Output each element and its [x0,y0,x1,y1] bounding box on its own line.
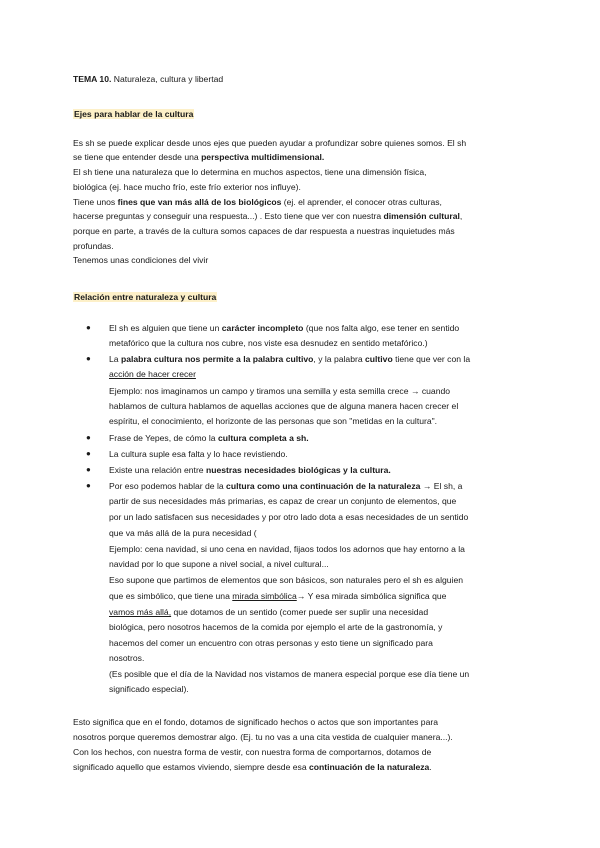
list-item-line: partir de sus necesidades más primarias, es capaz de crear un conjunto de elementos, que [109,496,457,506]
section-heading-relacion: Relación entre naturaleza y cultura [74,292,217,302]
section-heading-ejes: Ejes para hablar de la cultura [74,109,194,119]
list-item: El sh es alguien que tiene un carácter incompleto (que nos falta algo, ese tener en sentido [109,323,460,333]
list-item-line: vamos más allá, que dotamos de un sentido (comer puede ser suplir una necesidad [109,607,429,617]
paragraph-line: nosotros porque queremos demostrar algo. (Ej. tu no vas a una cita vestida de cualquier manera...). [73,732,453,742]
bullet-icon: ● [86,465,91,474]
list-item-line: Ejemplo: nos imaginamos un campo y tiramos una semilla y esta semilla crece → cuando [109,386,451,396]
list-item: Por eso podemos hablar de la cultura como una continuación de la naturaleza → El sh, a [109,481,463,491]
paragraph-line: profundas. [73,241,114,251]
list-item-line: que es simbólico, que tiene una mirada simbólica→ Y esa mirada simbólica significa que [109,591,447,601]
bullet-icon: ● [86,433,91,442]
paragraph-line: biológica (ej. hace mucho frío, este frío exterior nos influye). [73,182,301,192]
list-item: La palabra cultura nos permite a la palabra cultivo, y la palabra cultivo tiene que ver con la [109,354,471,364]
list-item-line: biológica, pero nosotros hacemos de la comida por ejemplo el arte de la gastronomía, y [109,622,443,632]
list-item-line: navidad por lo que supone a nivel social, a nivel cultural... [109,559,329,569]
bullet-icon: ● [86,449,91,458]
bullet-icon: ● [86,354,91,363]
paragraph-line: El sh tiene una naturaleza que lo determina en muchos aspectos, tiene una dimensión física, [73,167,427,177]
paragraph-line: porque en parte, a través de la cultura somos capaces de dar respuesta a nuestras inquietudes más [73,226,455,236]
list-item-line: metafórico que la cultura nos cubre, nos viste esa desnudez en sentido metafórico.) [109,338,428,348]
list-item: Existe una relación entre nuestras necesidades biológicas y la cultura. [109,465,391,475]
list-item-line: hacemos del comer un encuentro con otras personas y esto tiene un significado para [109,638,433,648]
list-item: La cultura suple esa falta y lo hace revistiendo. [109,449,288,459]
paragraph-line: hacerse preguntas y conseguir una respuesta...) . Esto tiene que ver con nuestra dimensión cultural, [73,211,463,221]
paragraph-line: Esto significa que en el fondo, dotamos de significado hechos o actos que son importantes para [73,717,438,727]
page-title: TEMA 10. Naturaleza, cultura y libertad [73,74,224,84]
list-item-line: significado especial). [109,684,189,694]
paragraph-line: Con los hechos, con nuestra forma de vestir, con nuestra forma de comportarnos, dotamos de [73,747,432,757]
list-item-line: Ejemplo: cena navidad, si uno cena en navidad, fijaos todos los adornos que hay entorno a la [109,544,465,554]
list-item-line: espíritu, el conocimiento, el horizonte de las personas que son "metidas en la cultura". [109,416,438,426]
paragraph-line: significado aquello que estamos viviendo, siempre desde esa continuación de la naturaleza. [73,762,432,772]
paragraph-line: Es sh se puede explicar desde unos ejes que pueden ayudar a profundizar sobre quienes somos. El sh [73,138,467,148]
list-item-line: que va más allá de la pura necesidad ( [109,528,257,538]
list-item-line: hablamos de cultura hablamos de aquellas acciones que de alguna manera hacen crecer el [109,401,459,411]
paragraph-line: se tiene que entender desde una perspectiva multidimensional. [73,152,325,162]
list-item-line: por un lado satisfacen sus necesidades y por otro lado dota a esas necesidades de un sentido [109,512,469,522]
list-item-line: (Es posible que el día de la Navidad nos vistamos de manera especial porque ese día tiene un [109,669,470,679]
paragraph-line: Tiene unos fines que van más allá de los biológicos (ej. el aprender, el conocer otras culturas, [73,197,442,207]
paragraph-line: Tenemos unas condiciones del vivir [73,255,209,265]
list-item-line: nosotros. [109,653,145,663]
list-item-line: Eso supone que partimos de elementos que son básicos, son naturales pero el sh es alguien [109,575,464,585]
list-item-line: acción de hacer crecer [109,369,196,379]
list-item: Frase de Yepes, de cómo la cultura completa a sh. [109,433,309,443]
bullet-icon: ● [86,323,91,332]
bullet-icon: ● [86,481,91,490]
